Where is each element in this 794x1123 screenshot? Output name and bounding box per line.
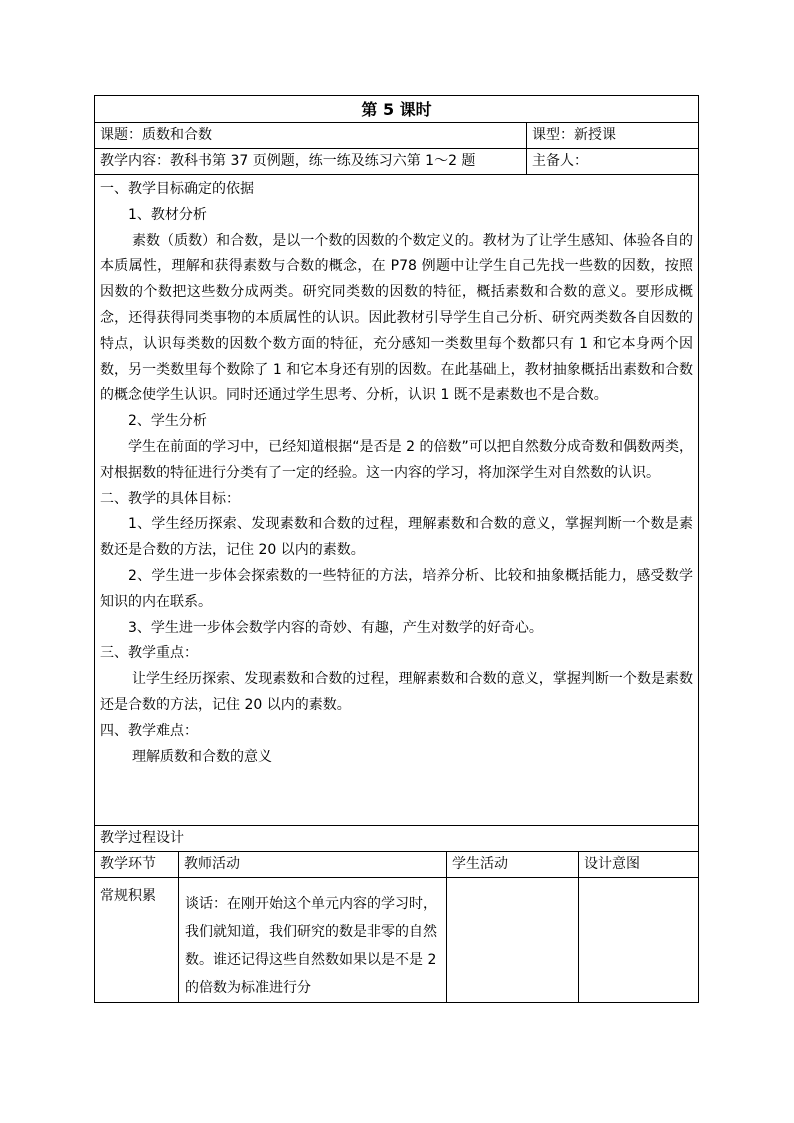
body-paragraph: 素数（质数）和合数，是以一个数的因数的个数定义的。教材为了让学生感知、体验各自的本质属性，理解和获得素数与合数的概念，在 P78 例题中让学生自己先找一些数的因数，按照因数的个数把这些数分成两类。研究同类数的因数的特征，概括素数和合数的意义。要形成概念，还得获得同类事物的本质属性的认识。因此教材引导学生自己分析、研究两类数各自因数的特点，认识每类数的因数个数方面的特征，充分感知一类数里每个数都只有 1 和它本身两个因数，另一类数里每个数除了 1 和它本身还有别的因数。在此基础上，教材抽象概括出素数和合数的概念使学生认识。同时还通过学生思考、分析，认识 1 既不是素数也不是合数。 — [100, 232, 694, 404]
body-paragraph: 学生在前面的学习中，已经知道根据“是否是 2 的倍数”可以把自然数分成奇数和偶数两类，对根据数的特征进行分类有了一定的经验。这一内容的学习，将加深学生对自然数的认识。 — [100, 438, 694, 481]
subsection-heading: 1、教材分析 — [128, 206, 207, 223]
goal-item: 2、学生进一步体会探索数的一些特征的方法，培养分析、比较和抽象概括能力，感受数学知识的内在联系。 — [100, 567, 694, 610]
column-header-teacher: 教师活动 — [179, 852, 447, 878]
teacher-activity-cell — [179, 878, 447, 1003]
design-intent-cell — [579, 878, 699, 1003]
column-header-student: 学生活动 — [447, 852, 579, 878]
lesson-content: 教学内容：教科书第 37 页例题，练一练及练习六第 1～2 题 — [95, 149, 527, 175]
lesson-type: 课型：新授课 — [527, 123, 699, 149]
section-heading: 二、教学的具体目标： — [100, 490, 240, 507]
subsection-heading: 2、学生分析 — [128, 413, 207, 430]
section-heading: 三、教学重点： — [100, 645, 198, 662]
column-header-intent: 设计意图 — [579, 852, 699, 878]
lesson-topic: 课题：质数和合数 — [95, 123, 527, 149]
column-header-stage: 教学环节 — [95, 852, 179, 878]
lesson-title: 第 5 课时 — [95, 96, 699, 123]
lesson-plan-table — [94, 95, 699, 1003]
section-heading: 四、教学难点： — [100, 722, 198, 739]
section-heading: 一、教学目标确定的依据 — [100, 181, 254, 197]
process-stage-cell: 常规积累 — [95, 878, 179, 1003]
goal-item: 1、学生经历探索、发现素数和合数的过程，理解素数和合数的意义，掌握判断一个数是素数还是合数的方法，记住 20 以内的素数。 — [100, 516, 694, 559]
lesson-preparer: 主备人： — [527, 149, 699, 175]
student-activity-cell — [447, 878, 579, 1003]
lesson-body — [95, 175, 699, 826]
goal-item: 3、学生进一步体会数学内容的奇妙、有趣，产生对数学的好奇心。 — [128, 619, 543, 636]
body-paragraph: 让学生经历探索、发现素数和合数的过程，理解素数和合数的意义，掌握判断一个数是素数还是合数的方法，记住 20 以内的素数。 — [100, 671, 694, 713]
body-paragraph: 理解质数和合数的意义 — [132, 748, 272, 765]
process-heading: 教学过程设计 — [95, 826, 699, 852]
teacher-activity-text: 谈话：在刚开始这个单元内容的学习时，我们就知道，我们研究的数是非零的自然数。谁还记得这些自然数如果以是不是 2 的倍数为标准进行分 — [185, 896, 437, 996]
lesson-plan-sheet — [94, 95, 698, 1003]
